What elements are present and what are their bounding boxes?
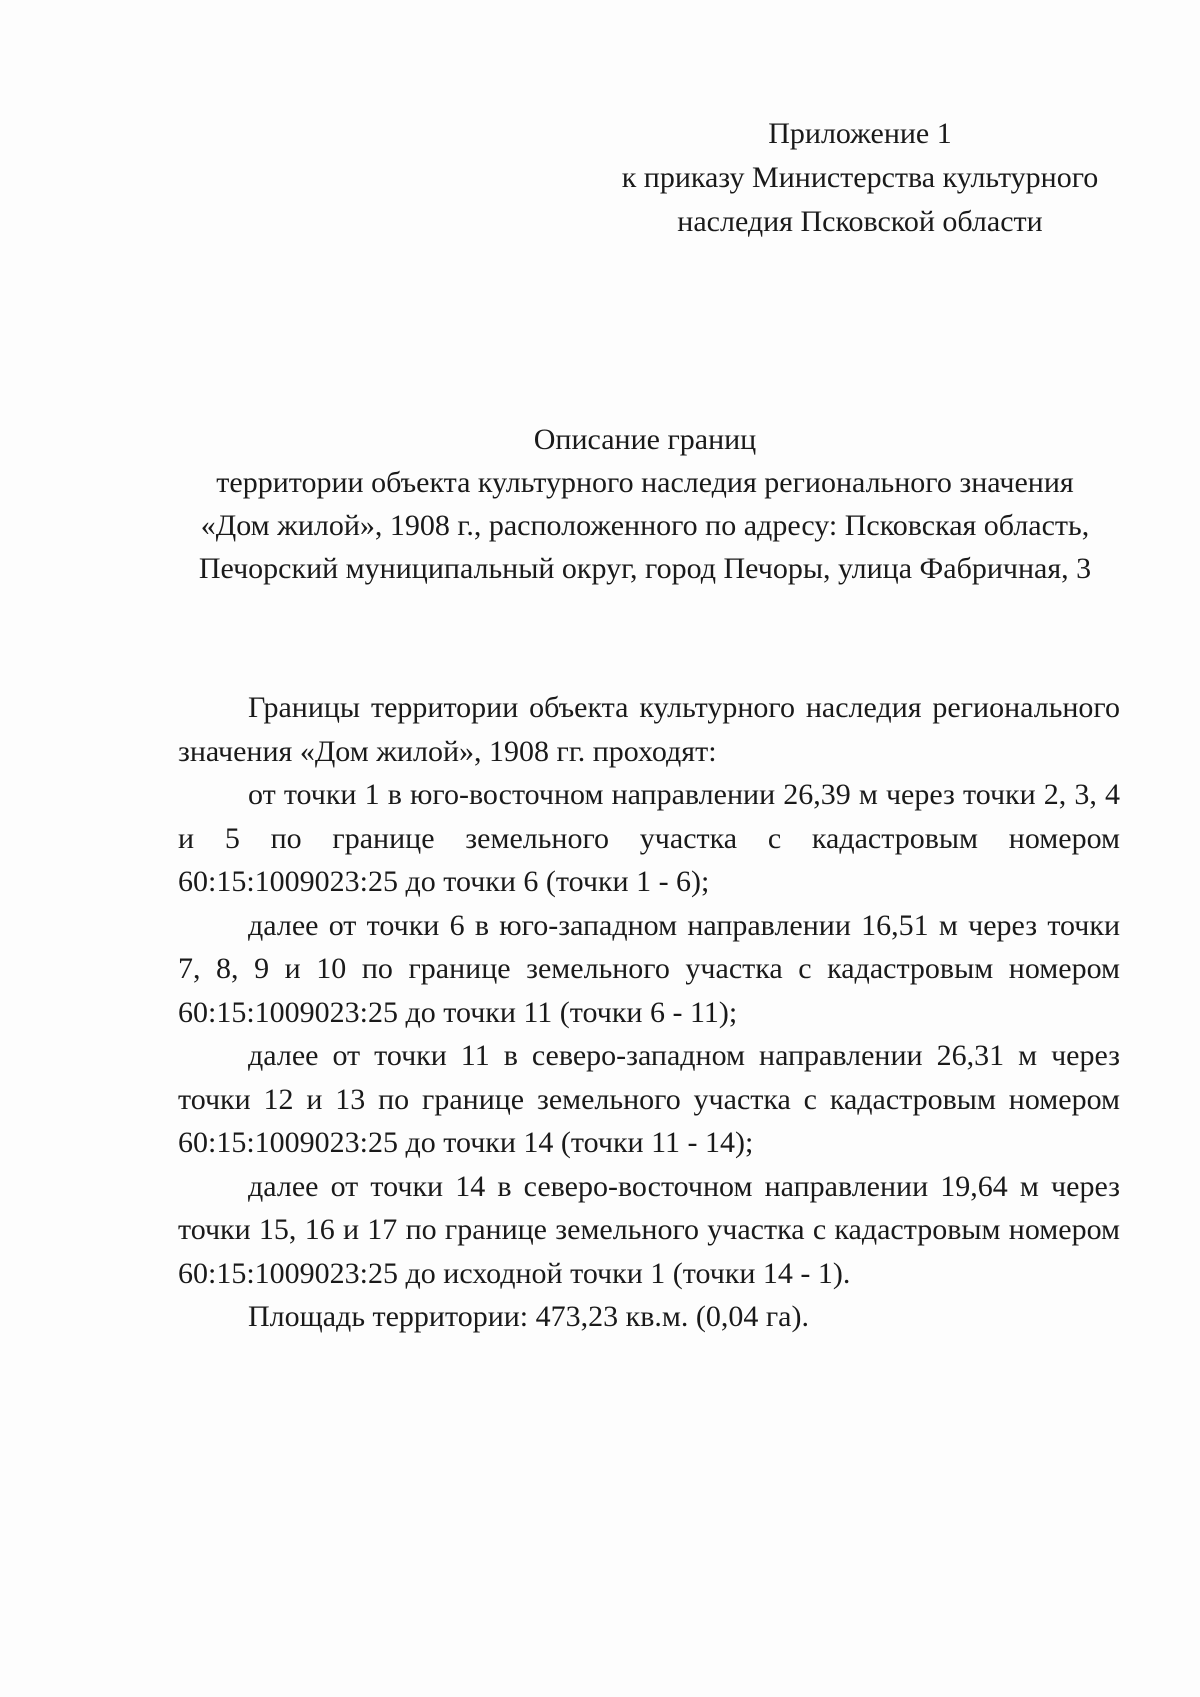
document-title — [175, 418, 1115, 590]
appendix-number: Приложение 1 — [768, 117, 952, 150]
segment-paragraph-1: от точки 1 в юго-восточном направлении 26,39 м через точки 2, 3, 4 и 5 по границе земельного участка с кадастровым номером 60:15:1009023:25 до точки 6 (точки 1 - 6); — [178, 778, 1120, 898]
intro-paragraph: Границы территории объекта культурного наследия регионального значения «Дом жилой», 1908 гг. проходят: — [178, 691, 1120, 768]
title-line-4: Печорский муниципальный округ, город Печоры, улица Фабричная, 3 — [198, 552, 1092, 585]
boundary-description — [178, 686, 1120, 1339]
segment-paragraph-2: далее от точки 6 в юго-западном направлении 16,51 м через точки 7, 8, 9 и 10 по границе земельного участка с кадастровым номером 60:15:1009023:25 до точки 11 (точки 6 - 11); — [178, 908, 1120, 1029]
appendix-ministry: наследия Псковской области — [677, 205, 1043, 238]
segment-paragraph-4: далее от точки 14 в северо-восточном направлении 19,64 м через точки 15, 16 и 17 по границе земельного участка с кадастровым номером 60:15:1009023:25 до исходной точки 1 (точки 14 - 1). — [178, 1169, 1120, 1290]
title-line-1: Описание границ — [533, 423, 757, 456]
title-line-3: «Дом жилой», 1908 г., расположенного по адресу: Псковская область, — [200, 509, 1090, 542]
appendix-order-reference: к приказу Министерства культурного — [621, 161, 1099, 194]
area-paragraph: Площадь территории: 473,23 кв.м. (0,04 га). — [248, 1300, 809, 1333]
title-line-2: территории объекта культурного наследия регионального значения — [216, 466, 1074, 499]
appendix-header — [600, 112, 1120, 244]
segment-paragraph-3: далее от точки 11 в северо-западном направлении 26,31 м через точки 12 и 13 по границе земельного участка с кадастровым номером 60:15:1009023:25 до точки 14 (точки 11 - 14); — [178, 1039, 1120, 1159]
